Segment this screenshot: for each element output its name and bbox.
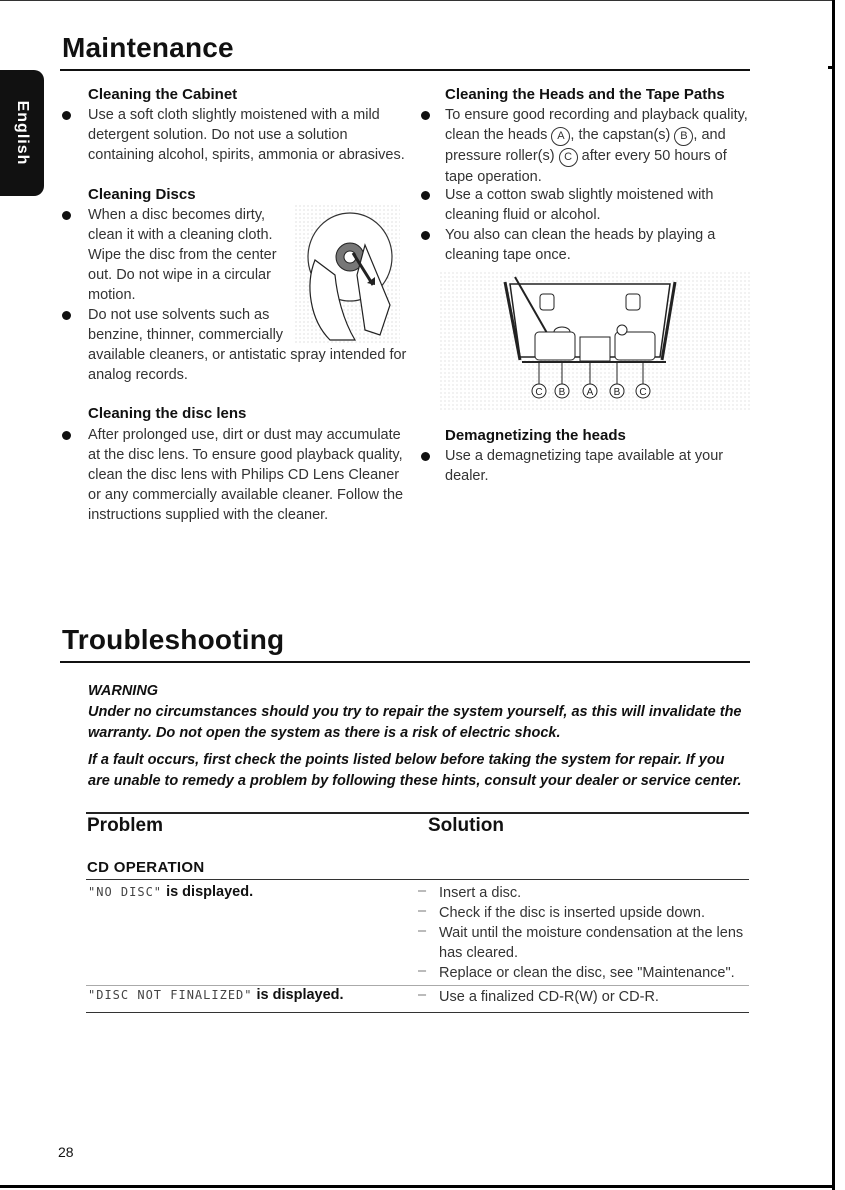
bullet-icon — [62, 311, 71, 320]
bullet-icon — [421, 111, 430, 120]
demag-text — [445, 446, 723, 486]
text-line: are unable to remedy a problem by following these hints, consult your dealer or service center. — [88, 773, 742, 789]
solution-item: has cleared. — [439, 945, 518, 961]
text-line: at the disc lens. To ensure good playback quality, — [88, 447, 403, 463]
text-line: instructions supplied with the cleaner. — [88, 507, 329, 523]
text-line: dealer. — [445, 468, 489, 484]
circled-c-label: C — [559, 148, 578, 167]
page-frame-bottom — [0, 1185, 835, 1188]
lens-text — [88, 425, 403, 525]
category-rule — [86, 879, 749, 880]
lens-title: Cleaning the disc lens — [88, 405, 247, 422]
text-line: Do not use solvents such as — [88, 307, 270, 323]
bullet-icon — [421, 231, 430, 240]
heads-text-2 — [445, 185, 713, 225]
text-line: You also can clean the heads by playing a — [445, 227, 716, 243]
page-frame-right — [832, 0, 835, 1190]
dash-marker: – — [418, 987, 427, 1003]
solution-item: Use a finalized CD-R(W) or CD-R. — [439, 989, 659, 1005]
bullet-icon — [62, 211, 71, 220]
demag-title: Demagnetizing the heads — [445, 427, 626, 444]
dash-marker: – — [418, 923, 427, 939]
text-line: warranty. Do not open the system as there is a risk of electric shock. — [88, 725, 561, 741]
warning-label: WARNING — [88, 683, 159, 699]
problem-suffix: is displayed. — [256, 987, 344, 1003]
diagram-label-a: A — [586, 387, 594, 398]
heads-text-1 — [445, 105, 748, 187]
table-row — [88, 884, 253, 900]
table-top-rule — [86, 812, 749, 814]
text-line: benzine, thinner, commercially — [88, 327, 284, 343]
discs-title: Cleaning Discs — [88, 186, 196, 203]
text-line: cleaning tape once. — [445, 247, 571, 263]
disc-cleaning-illustration — [295, 205, 400, 345]
problem-suffix: is displayed. — [166, 884, 254, 900]
maintenance-rule — [60, 69, 750, 71]
cabinet-text — [88, 105, 405, 165]
text-line: Use a demagnetizing tape available at your — [445, 448, 724, 464]
text-line: detergent solution. Do not use a solution — [88, 127, 348, 143]
solution-item: Wait until the moisture condensation at the lens — [439, 925, 744, 941]
text-line: clean the disc lens with Philips CD Lens Cleaner — [88, 467, 400, 483]
diagram-label-c: C — [535, 387, 543, 398]
solution-list — [439, 987, 659, 1007]
bullet-icon — [62, 111, 71, 120]
bullet-icon — [421, 191, 430, 200]
text-line: Use a cotton swab slightly moistened with — [445, 187, 714, 203]
dash-marker: – — [418, 963, 427, 979]
diagram-label-c: C — [639, 387, 647, 398]
diagram-label-b: B — [558, 387, 566, 398]
cabinet-title: Cleaning the Cabinet — [88, 86, 238, 103]
text-line: containing alcohol, spirits, ammonia or abrasives. — [88, 147, 405, 163]
lcd-message: "NO DISC" — [88, 885, 163, 899]
text-line — [445, 125, 748, 146]
text-line: If a fault occurs, first check the points listed below before taking the system for repair. If you — [88, 752, 725, 768]
text-line: clean it with a cleaning cloth. — [88, 227, 273, 243]
text-line: or any commercially available cleaner. Follow the — [88, 487, 404, 503]
text-line: Wipe the disc from the center — [88, 247, 277, 263]
solution-item: Insert a disc. — [439, 885, 522, 901]
text-fragment: , the capstan(s) — [570, 127, 671, 143]
warning-paragraph-2 — [88, 750, 742, 792]
text-line: tape operation. — [445, 169, 542, 185]
page-frame-tick — [828, 66, 833, 69]
warning-paragraph-1 — [88, 702, 741, 744]
text-fragment: pressure roller(s) — [445, 148, 555, 164]
text-line: available cleaners, or antistatic spray intended for — [88, 347, 407, 363]
text-line: Use a soft cloth slightly moistened with a mild — [88, 107, 380, 123]
text-line: To ensure good recording and playback quality, — [445, 107, 748, 123]
solution-header: Solution — [428, 815, 504, 836]
text-line — [445, 146, 748, 167]
text-line: analog records. — [88, 367, 188, 383]
page-frame-top — [0, 0, 833, 1]
text-line: Under no circumstances should you try to repair the system yourself, as this will invalidate the — [88, 704, 742, 720]
text-line: After prolonged use, dirt or dust may accumulate — [88, 427, 401, 443]
lcd-message: "DISC NOT FINALIZED" — [88, 988, 253, 1002]
text-fragment: after every 50 hours of — [581, 148, 727, 164]
page-number: 28 — [58, 1144, 74, 1160]
solution-item: Check if the disc is inserted upside down. — [439, 905, 705, 921]
discs-text-1 — [88, 205, 277, 305]
diagram-label-b: B — [613, 387, 621, 398]
solution-list — [439, 883, 743, 983]
troubleshooting-title: Troubleshooting — [62, 624, 285, 655]
solution-item: Replace or clean the disc, see "Maintenance". — [439, 965, 735, 981]
row-divider — [86, 985, 749, 986]
table-row — [88, 987, 344, 1003]
bullet-icon — [62, 431, 71, 440]
heads-title: Cleaning the Heads and the Tape Paths — [445, 86, 725, 103]
bullet-icon — [421, 452, 430, 461]
text-line: out. Do not wipe in a circular — [88, 267, 271, 283]
table-bottom-rule — [86, 1012, 749, 1013]
circled-a-label: A — [551, 127, 570, 146]
language-tab — [0, 70, 44, 196]
problem-header: Problem — [87, 815, 164, 836]
dash-marker: – — [418, 903, 427, 919]
circled-b-label: B — [674, 127, 693, 146]
tape-heads-illustration — [440, 272, 750, 410]
troubleshooting-rule — [60, 661, 750, 663]
text-line: When a disc becomes dirty, — [88, 207, 266, 223]
text-fragment: , and — [693, 127, 726, 143]
heads-text-3 — [445, 225, 715, 265]
category-title: CD OPERATION — [87, 859, 205, 876]
maintenance-title: Maintenance — [62, 32, 234, 63]
dash-marker: – — [418, 883, 427, 899]
language-tab-label: English — [14, 100, 31, 166]
text-line: motion. — [88, 287, 136, 303]
text-line: cleaning fluid or alcohol. — [445, 207, 601, 223]
text-fragment: clean the heads — [445, 127, 548, 143]
